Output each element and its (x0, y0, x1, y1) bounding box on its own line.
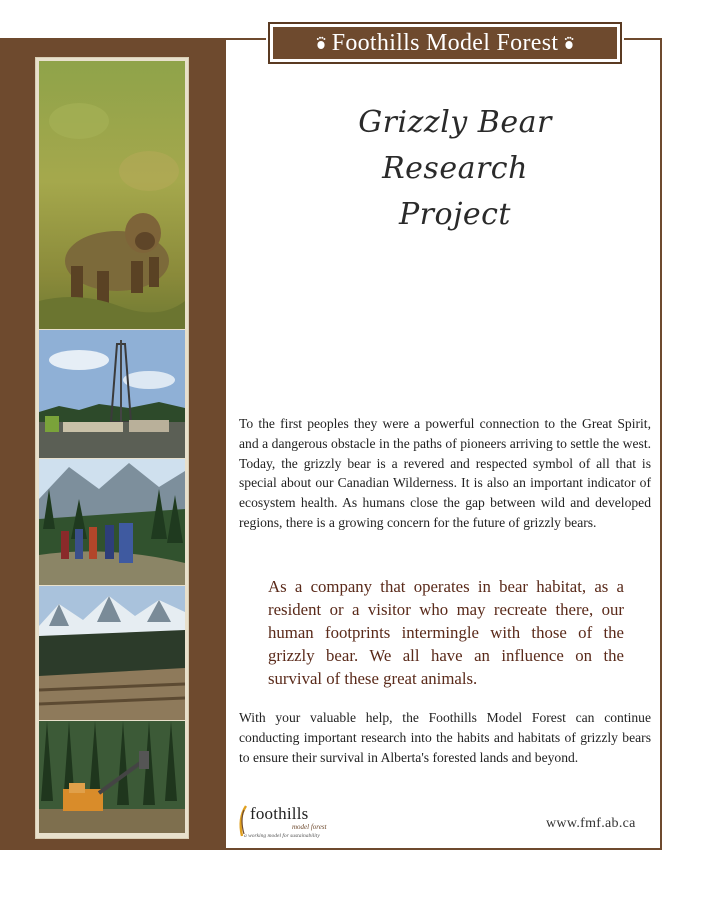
photo-strip (35, 57, 189, 839)
banner-fill (273, 27, 617, 59)
frame-line-right (660, 38, 662, 850)
frame-line-top-right (624, 38, 662, 40)
title-line-2: Research (382, 151, 528, 186)
foothills-logo (236, 802, 336, 842)
frame-line-bottom (226, 848, 662, 850)
title-line-1: Grizzly Bear (358, 105, 552, 140)
paw-print-icon (316, 36, 326, 50)
drilling-rig-photo (39, 330, 185, 458)
pull-quote: As a company that operates in bear habitat, as a resident or a visitor who may recreate there, our human footprints intermingle with those of the grizzly bear. We all have an influence on the survival of these great animals. (268, 577, 624, 688)
logo-subtitle: model forest (292, 823, 327, 831)
intro-paragraph: To the first peoples they were a powerful connection to the Great Spirit, and a dangerous obstacle in the paths of pioneers arriving to settle the west. Today, the grizzly bear is a revered and respected symbol of all that is special about our Canadian Wilderness. It is also an important indicator of ecosystem health. As humans close the gap between wild and developed regions, there is a growing concern for the future of grizzly bears. (239, 416, 651, 530)
frame-line-top-left (0, 38, 266, 40)
forestry-machine-photo (39, 721, 185, 833)
banner (268, 22, 622, 64)
mountain-clearcut-photo (39, 586, 185, 720)
hikers-photo (39, 459, 185, 585)
logo-tagline: a working model for sustainability (244, 833, 320, 839)
logo-wordmark: foothills (250, 804, 309, 823)
title-line-3: Project (398, 197, 511, 232)
website-url[interactable]: www.fmf.ab.ca (546, 816, 636, 831)
paw-print-icon (564, 36, 574, 50)
page-title (330, 100, 580, 238)
grizzly-bear-photo (39, 61, 185, 329)
closing-paragraph: With your valuable help, the Foothills Model Forest can continue conducting important research into the habits and habitats of grizzly bears to ensure their survival in Alberta's forested lands and beyond. (239, 710, 651, 765)
banner-title: Foothills Model Forest (331, 29, 559, 56)
